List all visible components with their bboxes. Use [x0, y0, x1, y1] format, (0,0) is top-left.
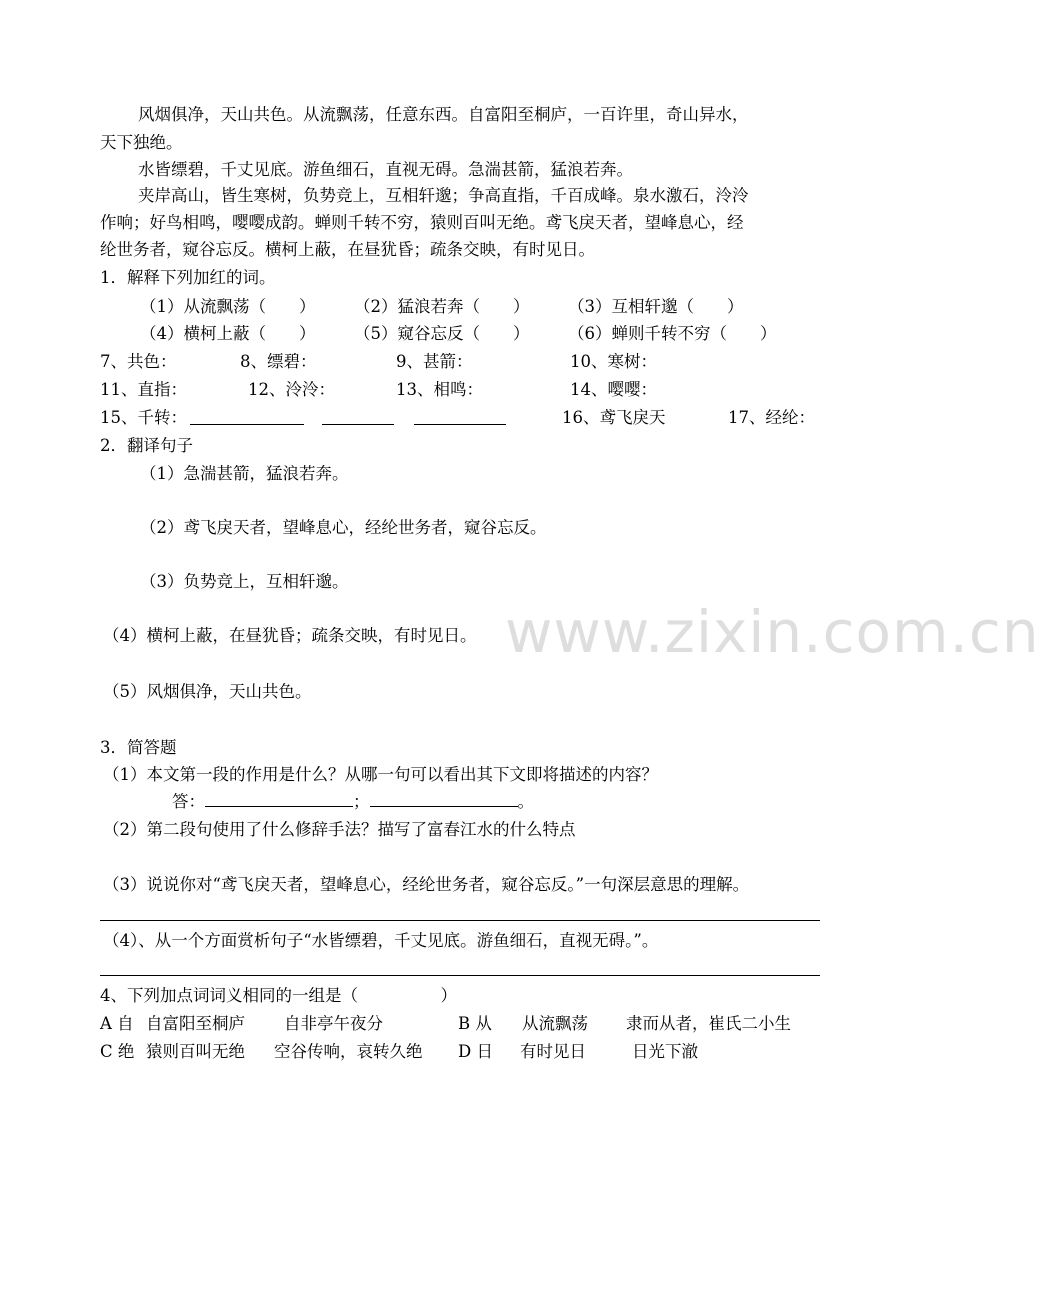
answer-separator: ；: [353, 792, 370, 811]
q4-option-d-text2: 日光下澈: [632, 1042, 698, 1061]
answer-blank[interactable]: [370, 792, 518, 807]
q1-item-5: （5）窥谷忘反（ ）: [354, 324, 530, 343]
q1-item-11: 11、直指：: [100, 380, 187, 399]
q4-option-d-key[interactable]: D 日: [458, 1042, 493, 1061]
q1-title: 1．解释下列加红的词。: [100, 268, 276, 287]
q4-option-c-key[interactable]: C 绝: [100, 1042, 135, 1061]
q4-option-d-text1: 有时见日: [520, 1042, 586, 1061]
q1-item-1: （1）从流飘荡（ ）: [140, 297, 316, 316]
answer-blank[interactable]: [414, 410, 506, 425]
q1-item-13: 13、相鸣：: [396, 380, 483, 399]
q4-option-b-key[interactable]: B 从: [458, 1014, 492, 1033]
q1-item-6: （6）蝉则千转不穷（ ）: [568, 324, 777, 343]
q4-option-b-text2: 隶而从者，崔氏二小生: [626, 1014, 791, 1033]
answer-line[interactable]: [100, 975, 820, 976]
answer-end: 。: [517, 792, 534, 811]
passage-p3-line3: 纶世务者，窥谷忘反。横柯上蔽，在昼犹昏；疏条交映，有时见日。: [100, 240, 595, 259]
q4-option-a-text1: 自富阳至桐庐: [146, 1014, 245, 1033]
q1-item-4: （4）横柯上蔽（ ）: [140, 324, 316, 343]
q2-sentence-3: （3）负势竞上，互相轩邈。: [140, 572, 349, 591]
answer-label: 答：: [172, 792, 205, 811]
watermark: www.zixin.com.cn: [505, 598, 1040, 666]
q1-item-8: 8、缥碧：: [240, 352, 317, 371]
passage-p2: 水皆缥碧，千丈见底。游鱼细石，直视无碍。急湍甚箭，猛浪若奔。: [138, 160, 633, 179]
q1-item-17: 17、经纶：: [728, 408, 815, 427]
q1-item-12: 12、泠泠：: [248, 380, 335, 399]
q1-item-15-blanks[interactable]: [190, 408, 506, 432]
q2-title: 2．翻译句子: [100, 436, 193, 455]
q1-item-9: 9、甚箭：: [396, 352, 473, 371]
q1-item-14: 14、嘤嘤：: [570, 380, 657, 399]
q4-option-a-text2: 自非亭午夜分: [284, 1014, 383, 1033]
passage-p3-line2: 作响；好鸟相鸣，嘤嘤成韵。蝉则千转不穷，猿则百叫无绝。鸢飞戾天者，望峰息心，经: [100, 213, 744, 232]
q3-question-3: （3）说说你对“鸢飞戾天者，望峰息心，经纶世务者，窥谷忘反。”一句深层意思的理解。: [103, 875, 750, 894]
q3-question-2: （2）第二段句使用了什么修辞手法？描写了富春江水的什么特点: [103, 820, 576, 839]
q1-item-2: （2）猛浪若奔（ ）: [354, 297, 530, 316]
q4-option-c-text2: 空谷传响，哀转久绝: [274, 1042, 423, 1061]
q2-sentence-2: （2）鸢飞戾天者，望峰息心，经纶世务者，窥谷忘反。: [140, 518, 547, 537]
q2-sentence-4: （4）横柯上蔽，在昼犹昏；疏条交映，有时见日。: [103, 626, 477, 645]
answer-blank[interactable]: [322, 410, 394, 425]
answer-blank[interactable]: [205, 792, 353, 807]
q2-sentence-5: （5）风烟俱净，天山共色。: [103, 682, 312, 701]
q1-item-16: 16、鸢飞戾天: [562, 408, 666, 427]
q2-sentence-1: （1）急湍甚箭，猛浪若奔。: [140, 464, 349, 483]
passage-p3-line1: 夹岸高山，皆生寒树，负势竞上，互相轩邈；争高直指，千百成峰。泉水激石，泠泠: [138, 186, 749, 205]
answer-blank[interactable]: [190, 410, 304, 425]
q1-item-3: （3）互相轩邈（ ）: [568, 297, 744, 316]
passage-p1-line1: 风烟俱净，天山共色。从流飘荡，任意东西。自富阳至桐庐，一百许里，奇山异水，: [138, 105, 749, 124]
q3-question-4: （4）、从一个方面赏析句子“水皆缥碧，千丈见底。游鱼细石，直视无碍。”。: [103, 931, 659, 950]
q4-option-b-text1: 从流飘荡: [522, 1014, 588, 1033]
q1-item-10: 10、寒树：: [570, 352, 657, 371]
q4-option-c-text1: 猿则百叫无绝: [146, 1042, 245, 1061]
q3-title: 3．简答题: [100, 738, 177, 757]
q1-item-15: 15、千转：: [100, 408, 187, 427]
answer-line[interactable]: [100, 920, 820, 921]
q4-title: 4、下列加点词词义相同的一组是（ ）: [100, 986, 457, 1005]
q1-item-7: 7、共色：: [100, 352, 177, 371]
q4-option-a-key[interactable]: A 自: [100, 1014, 134, 1033]
q3-question-1: （1）本文第一段的作用是什么？从哪一句可以看出其下文即将描述的内容？: [103, 765, 658, 784]
q3-answer-row: [172, 790, 534, 814]
passage-p1-line2: 天下独绝。: [100, 133, 183, 152]
